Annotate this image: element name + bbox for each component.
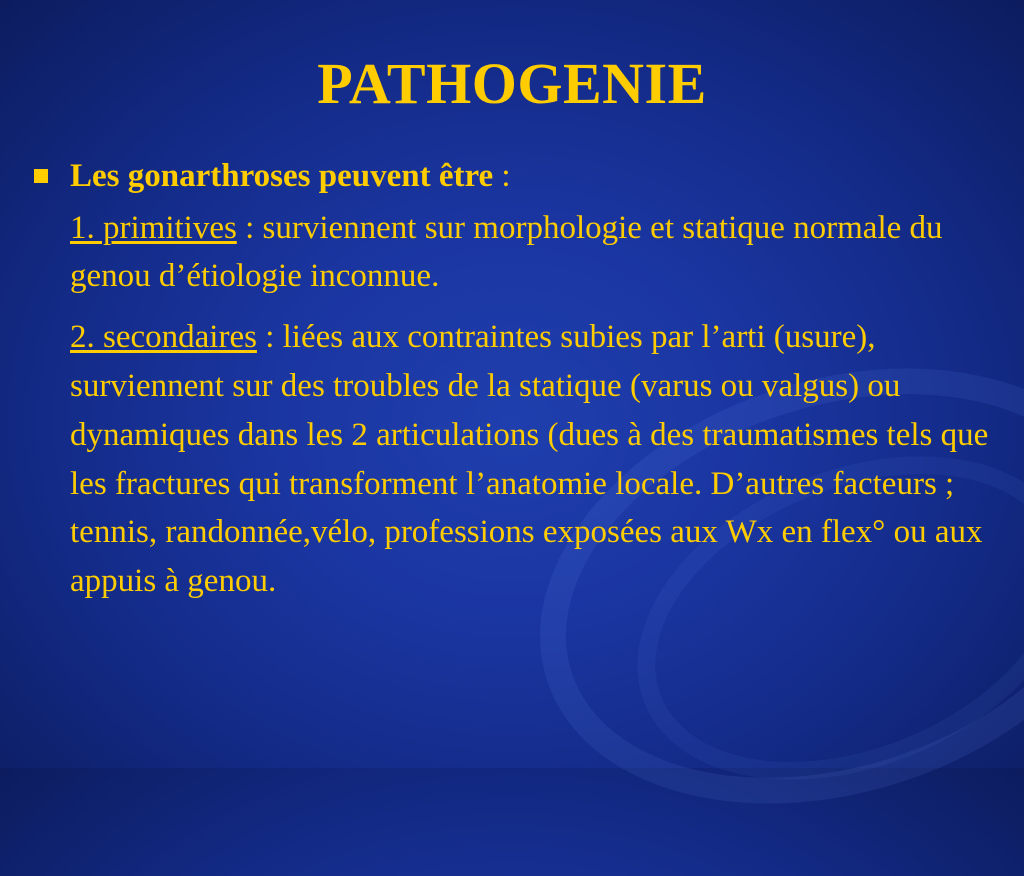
primitive-paragraph bbox=[34, 204, 994, 302]
bullet-item bbox=[34, 152, 994, 202]
primitive-text: : surviennent sur morphologie et statique normale du genou d’étiologie inconnue. bbox=[70, 209, 943, 295]
bullet-lead-text: Les gonarthroses peuvent être bbox=[70, 158, 494, 194]
slide-body bbox=[34, 152, 994, 606]
secondary-paragraph bbox=[34, 313, 994, 606]
secondary-text: : liées aux contraintes subies par l’arti (usure), surviennent sur des troubles de la statique (varus ou valgus) ou dynamiques dans les 2 articulations (dues à des traumatismes tels que les fractures qui transforment l’anatomie locale. D’autres facteurs ; tennis, randonnée,vélo, professions exposées aux Wx en flex° ou aux appuis à genou. bbox=[70, 319, 989, 600]
square-bullet-icon bbox=[34, 169, 48, 183]
bullet-colon: : bbox=[493, 158, 511, 194]
slide-title: PATHOGENIE bbox=[317, 51, 707, 116]
secondary-label: 2. secondaires bbox=[70, 319, 257, 356]
primitive-label: 1. primitives bbox=[70, 209, 237, 246]
